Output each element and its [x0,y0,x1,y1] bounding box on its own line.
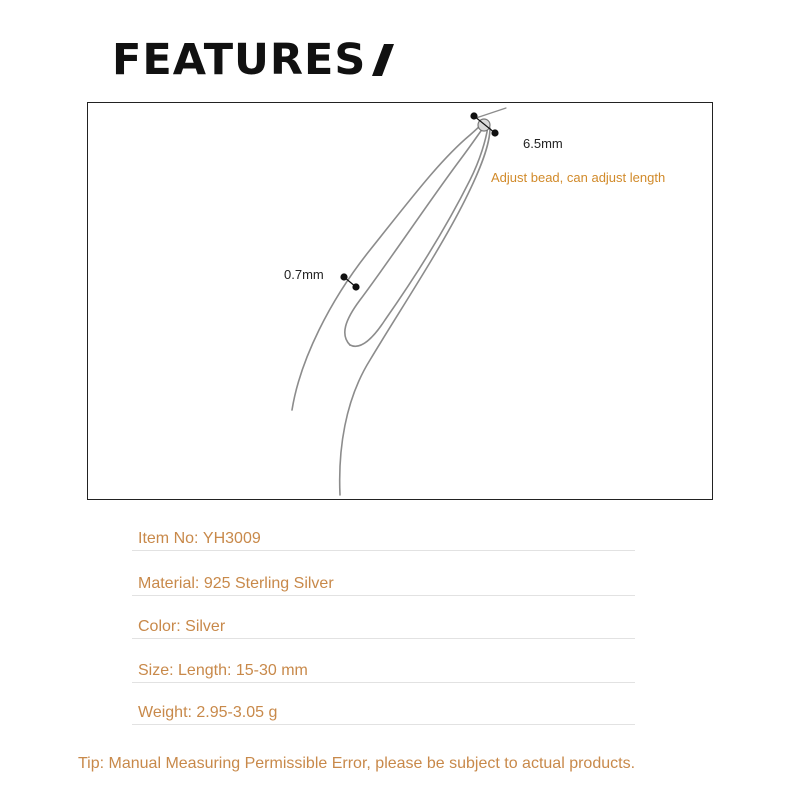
slash-icon [370,40,398,80]
spec-value: Silver [185,618,226,635]
product-photo-frame [87,102,713,500]
spec-value: 2.95-3.05 g [196,704,278,721]
spec-label: Item No: [138,530,199,547]
spec-label: Size: [138,662,174,679]
spec-row-material [132,573,635,596]
spec-label: Color: [138,618,181,635]
measurement-tip: Tip: Manual Measuring Permissible Error, please be subject to actual products. [78,755,636,772]
spec-row-item-no [132,528,635,551]
bead-size-label: 6.5mm [523,136,563,151]
adjust-bead-note: Adjust bead, can adjust length [491,170,666,185]
spec-row-color [132,616,635,639]
spec-value: YH3009 [202,530,261,547]
spec-value: Length: 15-30 mm [178,662,308,679]
spec-row-weight [132,702,635,725]
spec-value: 925 Sterling Silver [203,575,334,592]
chain-width-label: 0.7mm [284,267,324,282]
spec-label: Weight: [138,704,192,721]
spec-row-size [132,660,635,683]
spec-label: Material: [138,575,200,592]
page-title: FEATURES [112,35,367,85]
